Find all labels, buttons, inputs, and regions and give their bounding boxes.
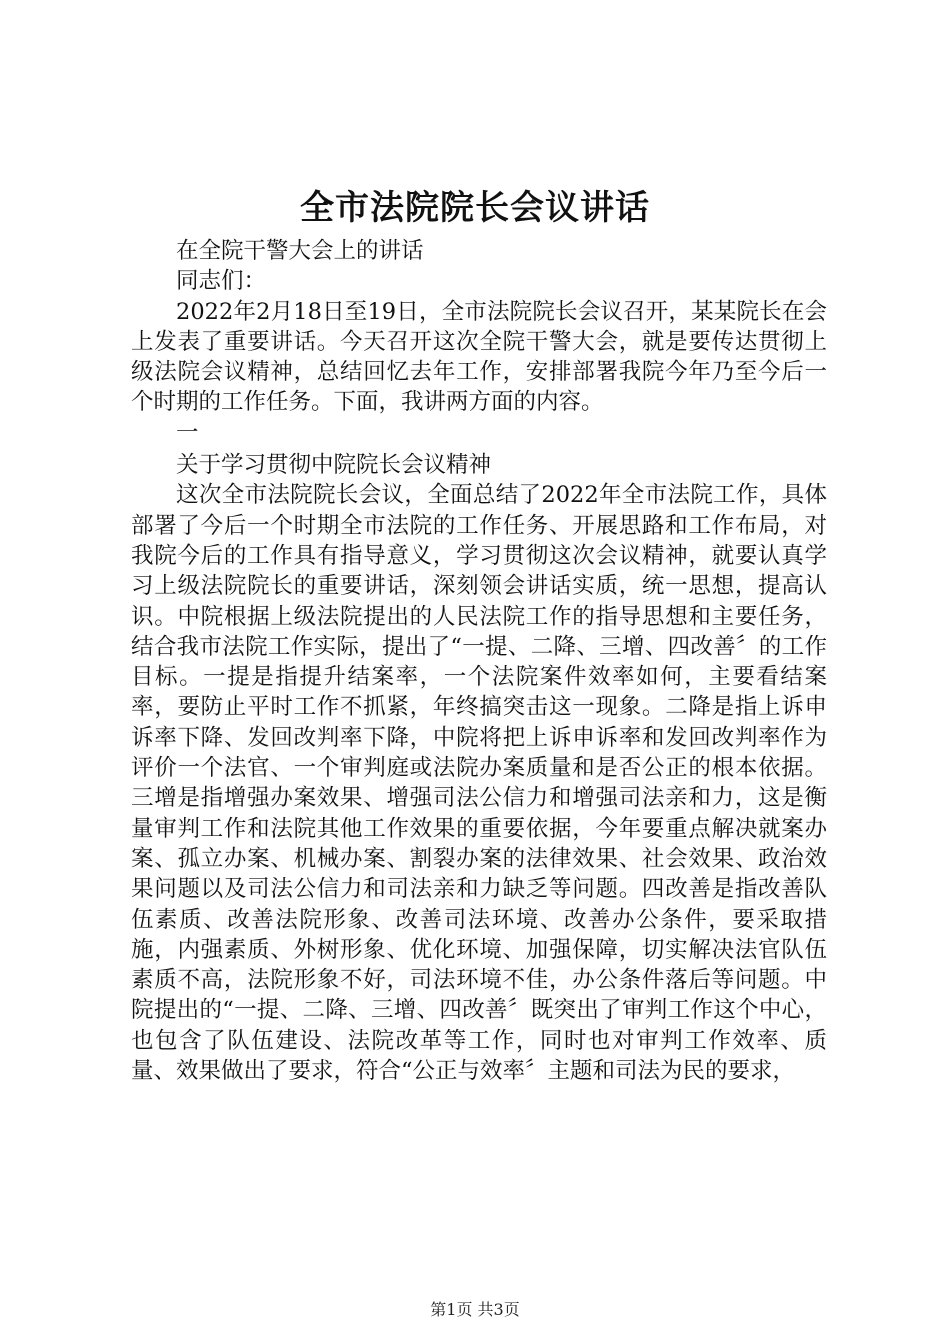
document-body — [131, 236, 827, 1086]
page-footer: 第1页 共3页 — [430, 1300, 520, 1319]
section-number: 一 — [176, 419, 199, 446]
document-title: 全市法院院长会议讲话 — [300, 188, 650, 228]
section-heading: 关于学习贯彻中院院长会议精神 — [176, 452, 492, 479]
intro-paragraph: 2022年2月18日至19日，全市法院院长会议召开，某某院长在会上发表了重要讲话。今天召开这次全院干警大会，就是要传达贯彻上级法院会议精神，总结回忆去年工作，安排部署我院今年乃至今后一个时期的工作任务。下面，我讲两方面的内容。 — [131, 298, 827, 416]
subtitle-paragraph: 在全院干警大会上的讲话 — [176, 238, 424, 264]
salutation-paragraph: 同志们： — [176, 268, 267, 295]
section-body-paragraph: 这次全市法院院长会议，全面总结了2022年全市法院工作，具体部署了今后一个时期全市法院的工作任务、开展思路和工作布局，对我院今后的工作具有指导意义，学习贯彻这次会议精神，就要认真学习上级法院院长的重要讲话，深刻领会讲话实质，统一思想，提高认识。中院根据上级法院提出的人民法院工作的指导思想和主要任务，结合我市法院工作实际，提出了“一提、二降、三增、四改善〞的工作目标。一提是指提升结案率，一个法院案件效率如何，主要看结案率，要防止平时工作不抓紧，年终搞突击这一现象。二降是指上诉申诉率下降、发回改判率下降，中院将把上诉申诉率和发回改判率作为评价一个法官、一个审判庭或法院办案质量和是否公正的根本依据。三增是指增强办案效果、增强司法公信力和增强司法亲和力，这是衡量审判工作和法院其他工作效果的重要依据，今年要重点解决就案办案、孤立办案、机械办案、割裂办案的法律效果、社会效果、政治效果问题以及司法公信力和司法亲和力缺乏等问题。四改善是指改善队伍素质、改善法院形象、改善司法环境、改善办公条件，要采取措施，内强素质、外树形象、优化环境、加强保障，切实解决法官队伍素质不高，法院形象不好，司法环境不佳，办公条件落后等问题。中院提出的“一提、二降、三增、四改善〞既突出了审判工作这个中心，也包含了队伍建设、法院改革等工作，同时也对审判工作效率、质量、效果做出了要求，符合“公正与效率〞主题和司法为民的要求， — [131, 482, 827, 1085]
